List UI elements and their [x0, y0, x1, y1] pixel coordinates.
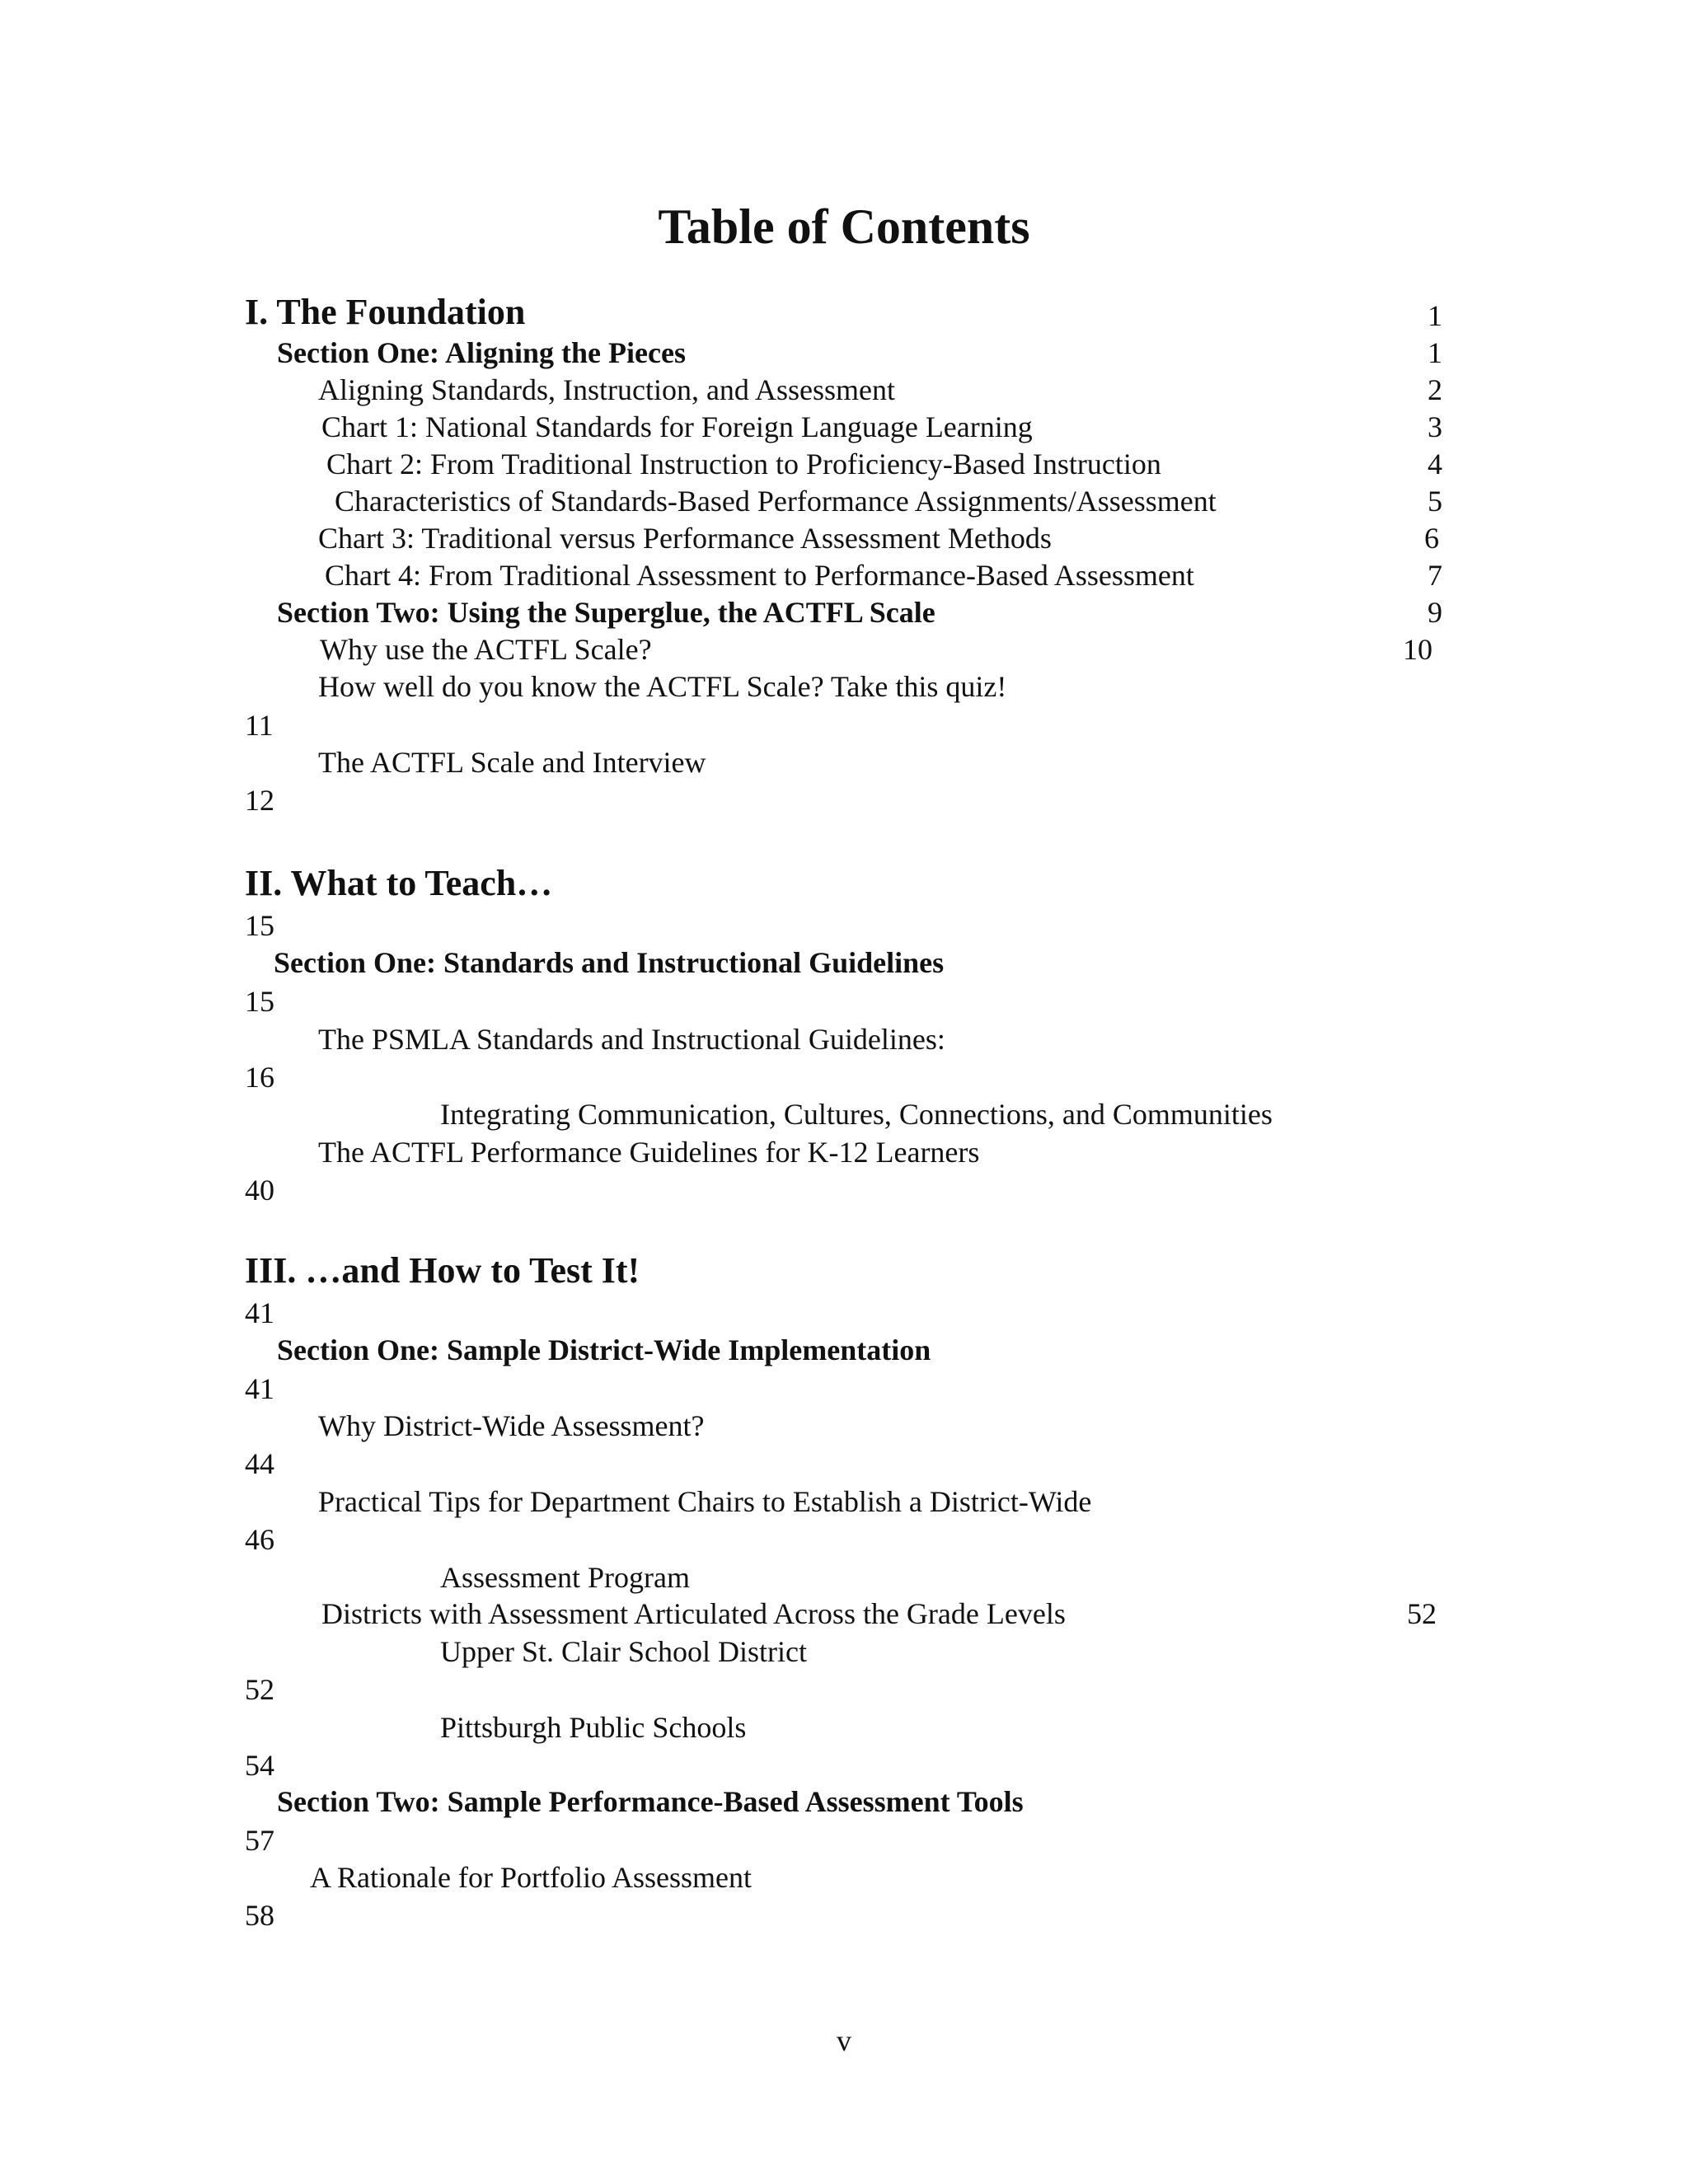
toc-entry: Chart 3: Traditional versus Performance Assessment Methods: [318, 522, 1052, 555]
toc-entry: Why use the ACTFL Scale?: [320, 633, 652, 666]
section-heading: Section One: Sample District-Wide Implementation: [277, 1333, 931, 1366]
toc-entry: Pittsburgh Public Schools: [440, 1711, 747, 1744]
page-number: 52: [245, 1673, 274, 1706]
page-number: 1: [1428, 336, 1442, 369]
page-number: 52: [1407, 1597, 1437, 1630]
toc-entry: Chart 2: From Traditional Instruction to Proficiency-Based Instruction: [326, 448, 1161, 480]
page-number: 5: [1428, 485, 1442, 518]
page-number: 2: [1428, 373, 1442, 406]
page-number: 16: [245, 1061, 274, 1094]
toc-entry: Why District-Wide Assessment?: [318, 1409, 705, 1442]
page-number: 1: [1428, 299, 1442, 332]
page-number: 10: [1403, 633, 1432, 666]
section-heading: Section One: Standards and Instructional Guidelines: [274, 946, 945, 979]
page-number: 57: [245, 1824, 274, 1857]
page-number: 7: [1428, 559, 1442, 592]
page-number: 9: [1428, 596, 1442, 629]
toc-entry: Integrating Communication, Cultures, Connections, and Communities: [440, 1098, 1273, 1131]
page-number: 15: [245, 909, 274, 942]
footer-page-number: v: [837, 2024, 851, 2057]
page-number: 54: [245, 1749, 274, 1782]
toc-entry: How well do you know the ACTFL Scale? Take this quiz!: [318, 670, 1007, 703]
toc-entry: Districts with Assessment Articulated Across the Grade Levels: [321, 1597, 1066, 1630]
page-title: Table of Contents: [658, 199, 1030, 254]
page-number: 58: [245, 1899, 274, 1932]
page-number: 40: [245, 1174, 274, 1207]
page-number: 6: [1424, 522, 1439, 555]
section-heading: Section One: Aligning the Pieces: [277, 336, 686, 369]
page-number: 46: [245, 1523, 274, 1556]
section-heading: Section Two: Sample Performance-Based Assessment Tools: [277, 1785, 1024, 1818]
part-heading: III. …and How to Test It!: [245, 1250, 640, 1291]
toc-entry: Characteristics of Standards-Based Performance Assignments/Assessment: [335, 485, 1217, 518]
section-heading: Section Two: Using the Superglue, the ACTFL Scale: [277, 596, 935, 629]
toc-entry: The ACTFL Performance Guidelines for K-12 Learners: [318, 1136, 980, 1169]
toc-entry: The PSMLA Standards and Instructional Guidelines:: [318, 1023, 945, 1056]
toc-entry: Upper St. Clair School District: [440, 1635, 807, 1668]
toc-entry: The ACTFL Scale and Interview: [318, 746, 706, 779]
toc-entry: Assessment Program: [440, 1561, 690, 1594]
page-number: 4: [1428, 448, 1442, 480]
page-number: 41: [245, 1372, 274, 1405]
page-number: 44: [245, 1447, 274, 1480]
page-number: 3: [1428, 410, 1442, 443]
toc-entry: A Rationale for Portfolio Assessment: [310, 1861, 752, 1894]
part-heading: II. What to Teach…: [245, 863, 553, 903]
page-number: 15: [245, 985, 274, 1018]
page-number: 41: [245, 1296, 274, 1329]
toc-entry: Practical Tips for Department Chairs to Establish a District-Wide: [318, 1485, 1092, 1518]
page-number: 12: [245, 784, 274, 817]
part-heading: I. The Foundation: [245, 292, 526, 332]
toc-entry: Chart 1: National Standards for Foreign Language Learning: [321, 410, 1033, 443]
page-number: 11: [245, 709, 274, 742]
toc-entry: Chart 4: From Traditional Assessment to Performance-Based Assessment: [325, 559, 1194, 592]
toc-entry: Aligning Standards, Instruction, and Assessment: [318, 373, 895, 406]
